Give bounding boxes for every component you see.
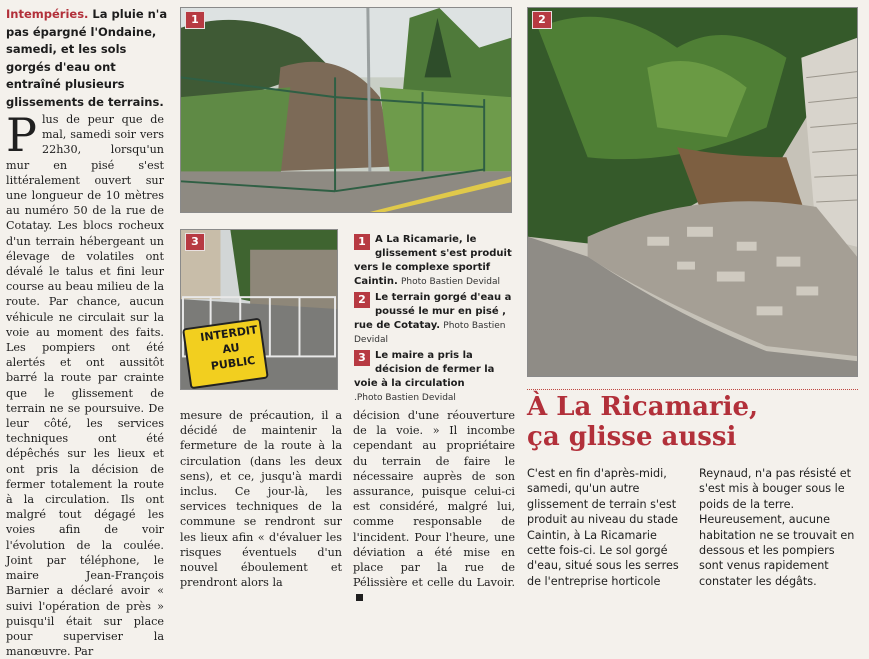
caption-2-number: 2 [354,292,370,308]
side-headline-line-2: ça glisse aussi [527,422,737,452]
lead-text: La pluie n'a pas épargné l'Ondaine, samedi, et les sols gorgés d'eau ont entraîné plusieurs glissements de terrains. [6,7,168,109]
caption-2-credit: Photo Bastien Devidal [354,321,506,345]
caption-1-text: A La Ricamarie, le glissement s'est produit vers le complexe sportif Caintin. [354,234,512,287]
article-lead [6,6,172,111]
photo-3-badge: 3 [185,233,205,251]
photo-2-badge: 2 [532,11,552,29]
photo-landslide-stadium [180,7,512,213]
sign-line-1: INTERDIT [199,323,259,345]
column-3-text: décision d'une réouverture de la voie. » Il incombe cependant au propriétaire du terrain de faire le nécessaire auprès de son assurance, puisque celui-ci est considéré, malgré lui, comme responsable de l'incident. Pour l'heure, une déviation a été mise en place par la rue de Pélissière et celle du Lavoir. [353,409,515,590]
caption-1 [354,233,514,289]
sign-line-3: PUBLIC [210,353,257,373]
caption-3-number: 3 [354,350,370,366]
caption-1-credit: Photo Bastien Devidal [400,277,501,287]
end-mark [356,594,363,601]
photo-2-illustration [528,8,857,376]
photo-1-badge: 1 [185,11,205,29]
lead-kicker: Intempéries. [6,7,89,21]
article-column-3 [353,408,515,606]
caption-3 [354,349,514,405]
caption-2 [354,291,514,347]
photo-road-closed [180,229,338,390]
caption-2-text: Le terrain gorgé d'eau a poussé le mur en pisé , rue de Cotatay. [354,292,512,331]
caption-3-credit: .Photo Bastien Devidal [354,393,456,403]
sign-line-2: AU [221,340,241,357]
side-article-column-2: Reynaud, n'a pas résisté et s'est mis à bouger sous le poids de la terre. Heureusement, aucune habitation ne se trouvait en dessous et les pompiers sont venus rapidement constater les dégâts. [699,467,855,588]
column-1-text: lus de peur que de mal, samedi soir vers 22h30, lorsqu'un mur en pisé s'est littéralement ouvert sur une longueur de 10 mètres au numéro 50 de la rue de Cotatay. Les blocs rocheux d'un terrain hébergeant un élevage de volatiles ont dévalé le talus et fini leur course au beau milieu de la route. Par chance, aucun véhicule ne circulait sur la voie au moment des faits. Les pompiers ont été alertés et ont aussitôt barré la route par crainte que le glissement de terrain ne se poursuive. De leur côté, les services techniques ont été dépêchés sur les lieux et ont pris la décision de fermer totalement la route à la circulation. Ils ont malgré tout dégagé les voies afin de voir l'évolution de la coulée. Joint par téléphone, le maire Jean-François Barnier a déclaré avoir « suivi l'opération de près » puisqu'il était sur place pour superviser la manœuvre. Par [6,113,164,659]
side-article-column-1: C'est en fin d'après-midi, samedi, qu'un autre glissement de terrain s'est produit au niveau du stade Caintin, à La Ricamarie cette fois-ci. Le sol gorgé d'eau, situé sous les serres de l'entreprise horticole [527,467,679,588]
column-2-text: mesure de précaution, il a décidé de maintenir la fermeture de la route à la circulation (dans les deux sens), et ce, jusqu'à mardi inclus. Ce jour-là, les services techniques de la commune se rendront sur les lieux afin « d'évaluer les risques éventuels d'un nouvel éboulement et prendront alors la [180,409,342,590]
drop-cap: P [6,108,37,162]
caption-1-number: 1 [354,234,370,250]
side-article-divider [527,389,858,390]
side-headline-line-1: À La Ricamarie, [527,392,759,422]
caption-3-text: Le maire a pris la décision de fermer la voie à la circulation [354,350,495,389]
photo-1-illustration [181,8,511,212]
side-article-headline [527,392,857,452]
photo-collapsed-wall [527,7,858,377]
article-column-1 [6,108,164,659]
article-column-2 [180,408,342,590]
